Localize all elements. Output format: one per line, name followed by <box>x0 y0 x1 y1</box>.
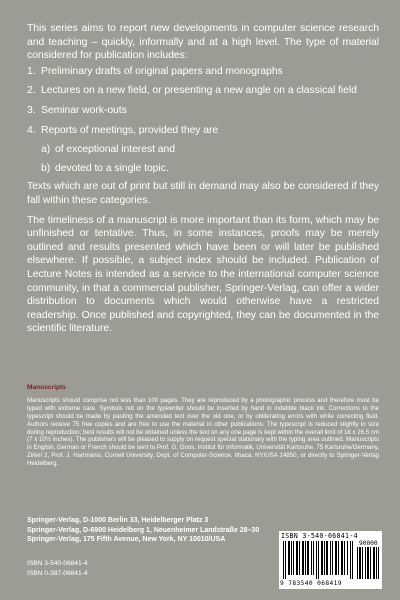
isbn-line: ISBN 3-540-06841-4 <box>27 560 88 567</box>
out-of-print-paragraph: Texts which are out of print but still in demand may also be considered if they fall within these categories. <box>27 181 379 206</box>
address-line: Springer-Verlag, D-6900 Heidelberg 1, Neuenheimer Landstraße 28–30 <box>27 526 260 534</box>
barcode-digits: 9 783540 068419 <box>280 580 342 587</box>
address-line: Springer-Verlag, D-1000 Berlin 33, Heidelberger Platz 3 <box>27 517 209 524</box>
back-cover-text <box>27 22 379 336</box>
list-item: 2. Lectures on a new field, or presenting a new angle on a classical field <box>27 85 357 97</box>
list-item: a) of exceptional interest and <box>41 144 175 156</box>
manuscripts-section <box>27 384 379 468</box>
isbn-list <box>27 559 87 579</box>
barcode-isbn-label: ISBN 3-540-06841-4 <box>281 532 358 540</box>
timeliness-paragraph: The timeliness of a manuscript is more important than its form, which may be unfinished or tentative. Thus, in some instances, proofs may be merely outlined and results presented which have been or will later be published elsewhere. If possible, a subject index should be included. Publication of Lecture Notes is intended as a service to the international computer science community, in that a commercial publisher, Springer-Verlag, can offer a wider distribution to documents which would otherwise have a restricted readership. Once published and copyrighted, they can be documented in the scientific literature. <box>27 214 379 335</box>
barcode-addon-bars <box>357 547 379 579</box>
meeting-criteria-list <box>27 143 379 175</box>
list-item: 3. Seminar work-outs <box>27 104 127 116</box>
isbn-line: ISBN 0-387-06841-4 <box>27 569 88 577</box>
manuscripts-heading: Manuscripts <box>27 384 66 391</box>
address-line: Springer-Verlag, 175 Fifth Avenue, New York, NY 10010/USA <box>27 536 226 544</box>
list-item: 4. Reports of meetings, provided they are <box>27 124 219 136</box>
list-item: 1. Preliminary drafts of original papers and monographs <box>27 65 283 77</box>
manuscripts-body: Manuscripts should comprise not less than 100 pages. They are reproduced by a photographic process and therefore must be typed with extreme care. Symbols not on the typewriter should be inserted by hand in indelible black ink. Corrections to the typescript should be made by pasting the amended text over the old one, or by obliterating errors with white correcting fluid. Authors receive 75 free copies and are free to use the material in other publications. The typescript is reduced slightly in size during reproduction; best results will not be obtained unless the text on any one page is kept within the overall limit of 18 x 26.5 cm (7 x 10½ inches). The publishers will be pleased to supply on request special stationary with the typing area outlined. Manuscripts in English, German or French should be sent to Prof. G. Goos, Institut für Informatik, Universität Karlsruhe, 75 Karlsruhe/Germany, Zirkel 2, Prof. J. Hartmanis, Cornell University, Dept. of Computer-Science, Ithaca, NY/USA 14850, or directly to Springer-Verlag Heidelberg. <box>27 396 379 468</box>
list-item: b) devoted to a single topic. <box>41 162 169 174</box>
barcode-bars <box>283 541 353 579</box>
barcode-price-code: 90000 <box>359 540 378 547</box>
intro-paragraph: This series aims to report new developments in computer science research and teaching – quickly, informally and at a high level. The type of material considered for publication includes: <box>27 23 379 62</box>
material-list <box>27 65 379 137</box>
barcode <box>279 531 382 589</box>
series-description <box>27 22 379 336</box>
